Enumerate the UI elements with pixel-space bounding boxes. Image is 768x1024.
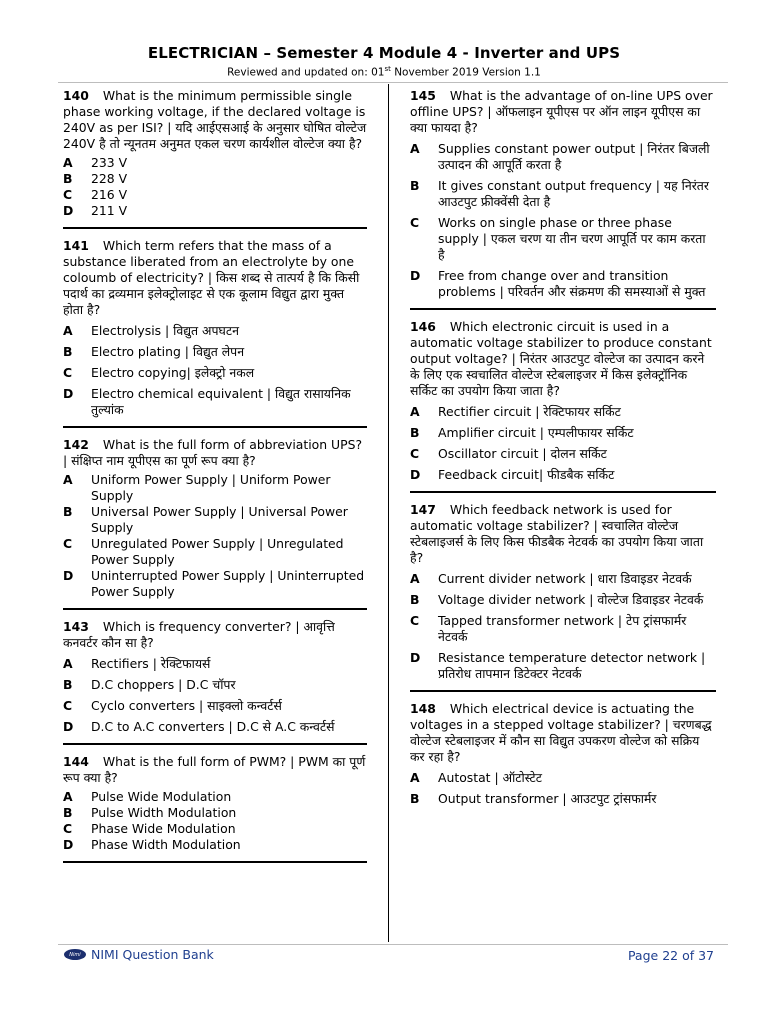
- option-text: Phase Width Modulation: [91, 837, 241, 852]
- option-text: Output transformer | आउटपुट ट्रांसफार्मर: [438, 791, 657, 806]
- option: [63, 536, 367, 568]
- option-text: Voltage divider network | वोल्टेज डिवाइडर नेटवर्क: [438, 592, 704, 607]
- question-text: [63, 238, 367, 318]
- option-letter: D: [63, 837, 74, 852]
- option-text: Autostat | ऑटोस्टेट: [438, 770, 543, 785]
- option-text: Electro chemical equivalent | विद्युत रासायनिक तुल्यांक: [91, 386, 351, 417]
- option-text: Uninterrupted Power Supply | Uninterrupted Power Supply: [91, 568, 365, 599]
- question-146: [410, 317, 716, 483]
- question-body: What is the advantage of on-line UPS over offline UPS? | ऑफलाइन यूपीएस पर ऑन लाइन यूपीएस का क्या फायदा है?: [410, 88, 713, 135]
- option-letter: B: [410, 178, 420, 193]
- question-text: [63, 437, 367, 469]
- option-letter: A: [410, 404, 420, 419]
- question-body: What is the minimum permissible single phase working voltage, if the declared voltage is 240V as per ISI? | यदि आईएसआई के अनुसार घोषित वोल्टेज 240V है तो न्यूनतम अनुमत एकल चरण कार्यशील वोल्टेज क्या है?: [63, 88, 367, 151]
- option: [63, 677, 367, 693]
- question-body: Which electrical device is actuating the voltages in a stepped voltage stabilizer? | चरणबद्ध वोल्टेज स्टेबलाइजर में कौन सा विद्युत उपकरण वोल्टेज को सक्रिय कर रहा है?: [410, 701, 712, 764]
- question-separator: [63, 743, 367, 745]
- option-letter: D: [63, 568, 74, 583]
- option: [63, 203, 367, 219]
- question-text: [410, 701, 716, 765]
- option: [63, 789, 367, 805]
- option: [63, 386, 367, 418]
- question-number: 145: [410, 88, 436, 103]
- option: [410, 592, 716, 608]
- question-text: [63, 619, 367, 651]
- option: [63, 472, 367, 504]
- option: [63, 187, 367, 203]
- option-letter: D: [63, 386, 74, 401]
- left-column: [63, 86, 367, 870]
- option-letter: C: [63, 365, 73, 380]
- option-text: It gives constant output frequency | यह निरंतर आउटपुट फ्रीक्वेंसी देता है: [438, 178, 709, 209]
- question-separator: [410, 491, 716, 493]
- option-text: Oscillator circuit | दोलन सर्किट: [438, 446, 607, 461]
- question-separator: [410, 690, 716, 692]
- option-letter: B: [63, 504, 73, 519]
- option-text: Current divider network | धारा डिवाइडर नेटवर्क: [438, 571, 692, 586]
- option-letter: D: [63, 203, 74, 218]
- question-144: [63, 752, 367, 853]
- option: [410, 650, 716, 682]
- option-letter: C: [63, 821, 73, 836]
- option: [410, 446, 716, 462]
- right-column: [410, 86, 716, 807]
- option-letter: C: [63, 536, 73, 551]
- option-letter: A: [410, 770, 420, 785]
- column-divider: [388, 84, 389, 942]
- question-143: [63, 617, 367, 735]
- option: [63, 719, 367, 735]
- option: [63, 155, 367, 171]
- option: [410, 571, 716, 587]
- option: [63, 656, 367, 672]
- option-letter: A: [410, 571, 420, 586]
- option: [63, 698, 367, 714]
- question-142: [63, 435, 367, 600]
- option: [410, 467, 716, 483]
- option-text: Tapped transformer network | टेप ट्रांसफार्मर नेटवर्क: [438, 613, 687, 644]
- question-number: 141: [63, 238, 89, 253]
- question-text: [410, 319, 716, 399]
- option-text: Feedback circuit| फीडबैक सर्किट: [438, 467, 615, 482]
- option-letter: A: [63, 656, 73, 671]
- subtitle-text: Reviewed and updated on: 01: [227, 66, 385, 79]
- option-text: Pulse Wide Modulation: [91, 789, 232, 804]
- option-text: Electro plating | विद्युत लेपन: [91, 344, 245, 359]
- option-text: Pulse Width Modulation: [91, 805, 237, 820]
- page-subtitle: [0, 65, 768, 79]
- option-text: 211 V: [91, 203, 128, 218]
- option-letter: D: [63, 719, 74, 734]
- question-separator: [63, 861, 367, 863]
- option-text: Unregulated Power Supply | Unregulated Power Supply: [91, 536, 344, 567]
- question-text: [410, 88, 716, 136]
- question-140: [63, 86, 367, 219]
- option-text: 233 V: [91, 155, 128, 170]
- question-148: [410, 699, 716, 807]
- option-text: 228 V: [91, 171, 128, 186]
- option-letter: B: [63, 677, 73, 692]
- footer-rule: [58, 944, 728, 945]
- option-text: 216 V: [91, 187, 128, 202]
- option-text: Uniform Power Supply | Uniform Power Supply: [91, 472, 331, 503]
- question-separator: [63, 227, 367, 229]
- question-separator: [410, 308, 716, 310]
- question-text: [63, 88, 367, 152]
- option-text: Supplies constant power output | निरंतर बिजली उत्पादन की आपूर्ति करता है: [438, 141, 710, 172]
- option-letter: D: [410, 650, 421, 665]
- option: [63, 365, 367, 381]
- page-number: Page 22 of 37: [627, 948, 714, 963]
- option: [410, 770, 716, 786]
- option-text: Free from change over and transition problems | परिवर्तन और संक्रमण की समस्याओं से मुक्त: [438, 268, 706, 299]
- option-letter: A: [63, 789, 73, 804]
- question-number: 142: [63, 437, 89, 452]
- option-text: Electro copying| इलेक्ट्रो नकल: [91, 365, 255, 380]
- option-letter: A: [63, 155, 73, 170]
- option-letter: A: [63, 323, 73, 338]
- option: [63, 805, 367, 821]
- footer-left: [64, 947, 214, 962]
- question-number: 147: [410, 502, 436, 517]
- option-letter: D: [410, 467, 421, 482]
- question-separator: [63, 608, 367, 610]
- question-number: 148: [410, 701, 436, 716]
- subtitle-text-end: November 2019 Version 1.1: [390, 66, 541, 79]
- option-letter: B: [410, 592, 420, 607]
- question-body: Which term refers that the mass of a substance liberated from an electrolyte by one coloumb of electricity? | किस शब्द से तात्पर्य है कि किसी पदार्थ का द्रव्यमान इलेक्ट्रोलाइट से एक कूलाम विद्युत द्वारा मुक्त होता है?: [63, 238, 360, 317]
- option: [63, 344, 367, 360]
- page-title: ELECTRICIAN – Semester 4 Module 4 - Inverter and UPS: [147, 44, 621, 62]
- option-text: Rectifiers | रेक्टिफायर्स: [91, 656, 211, 671]
- option: [63, 821, 367, 837]
- option-letter: C: [410, 446, 420, 461]
- question-number: 140: [63, 88, 89, 103]
- option: [63, 568, 367, 600]
- option-text: D.C to A.C converters | D.C से A.C कन्वर्टर्स: [91, 719, 335, 734]
- option-letter: B: [410, 791, 420, 806]
- subtitle-superscript: st: [384, 65, 391, 73]
- question-body: Which feedback network is used for automatic voltage stabilizer? | स्वचालित वोल्टेज स्टेबलाइजर्स के लिए किस फीडबैक नेटवर्क का उपयोग किया जाता है?: [410, 502, 704, 565]
- option-letter: B: [63, 344, 73, 359]
- option-letter: A: [63, 472, 73, 487]
- option-text: Universal Power Supply | Universal Power Supply: [91, 504, 348, 535]
- question-text: [410, 502, 716, 566]
- nimi-logo-icon: Nimi: [64, 949, 86, 960]
- question-number: 143: [63, 619, 89, 634]
- header-rule: [58, 82, 728, 83]
- option-text: Amplifier circuit | एम्पलीफायर सर्किट: [438, 425, 634, 440]
- option-text: Rectifier circuit | रेक्टिफायर सर्किट: [438, 404, 621, 419]
- option-text: Electrolysis | विद्युत अपघटन: [91, 323, 240, 338]
- question-141: [63, 236, 367, 418]
- question-body: What is the full form of PWM? | PWM का पूर्ण रूप क्या है?: [63, 754, 366, 785]
- question-body: Which electronic circuit is used in a automatic voltage stabilizer to produce constant output voltage? | निरंतर आउटपुट वोल्टेज का उत्पादन करने के लिए एक स्वचालित वोल्टेज स्टेबलाइजर में किस इलेक्ट्रॉनिक सर्किट का उपयोग किया जाता है?: [410, 319, 712, 398]
- question-number: 144: [63, 754, 89, 769]
- option-letter: B: [410, 425, 420, 440]
- option: [410, 425, 716, 441]
- option: [410, 178, 716, 210]
- option: [410, 613, 716, 645]
- option: [410, 404, 716, 420]
- option: [410, 141, 716, 173]
- option-letter: A: [410, 141, 420, 156]
- option-letter: B: [63, 171, 73, 186]
- option-text: Phase Wide Modulation: [91, 821, 236, 836]
- option-letter: C: [63, 698, 73, 713]
- option-letter: B: [63, 805, 73, 820]
- question-separator: [63, 426, 367, 428]
- option-text: D.C choppers | D.C चॉपर: [91, 677, 236, 692]
- option-letter: C: [410, 613, 420, 628]
- option: [410, 268, 716, 300]
- option: [63, 837, 367, 853]
- option: [63, 323, 367, 339]
- option: [410, 215, 716, 263]
- option: [63, 171, 367, 187]
- question-number: 146: [410, 319, 436, 334]
- page-header: [0, 44, 768, 79]
- footer-source: NIMI Question Bank: [91, 947, 214, 962]
- option-letter: D: [410, 268, 421, 283]
- question-body: Which is frequency converter? | आवृत्ति कनवर्टर कौन सा है?: [63, 619, 335, 650]
- option-text: Cyclo converters | साइक्लो कन्वर्टर्स: [91, 698, 282, 713]
- option-text: Resistance temperature detector network | प्रतिरोध तापमान डिटेक्टर नेटवर्क: [438, 650, 706, 681]
- option: [410, 791, 716, 807]
- question-145: [410, 86, 716, 300]
- option: [63, 504, 367, 536]
- option-letter: C: [63, 187, 73, 202]
- option-letter: C: [410, 215, 420, 230]
- option-text: Works on single phase or three phase supply | एकल चरण या तीन चरण आपूर्ति पर काम करता है: [438, 215, 706, 262]
- question-body: What is the full form of abbreviation UPS? | संक्षिप्त नाम यूपीएस का पूर्ण रूप क्या है?: [63, 437, 363, 468]
- question-text: [63, 754, 367, 786]
- question-147: [410, 500, 716, 682]
